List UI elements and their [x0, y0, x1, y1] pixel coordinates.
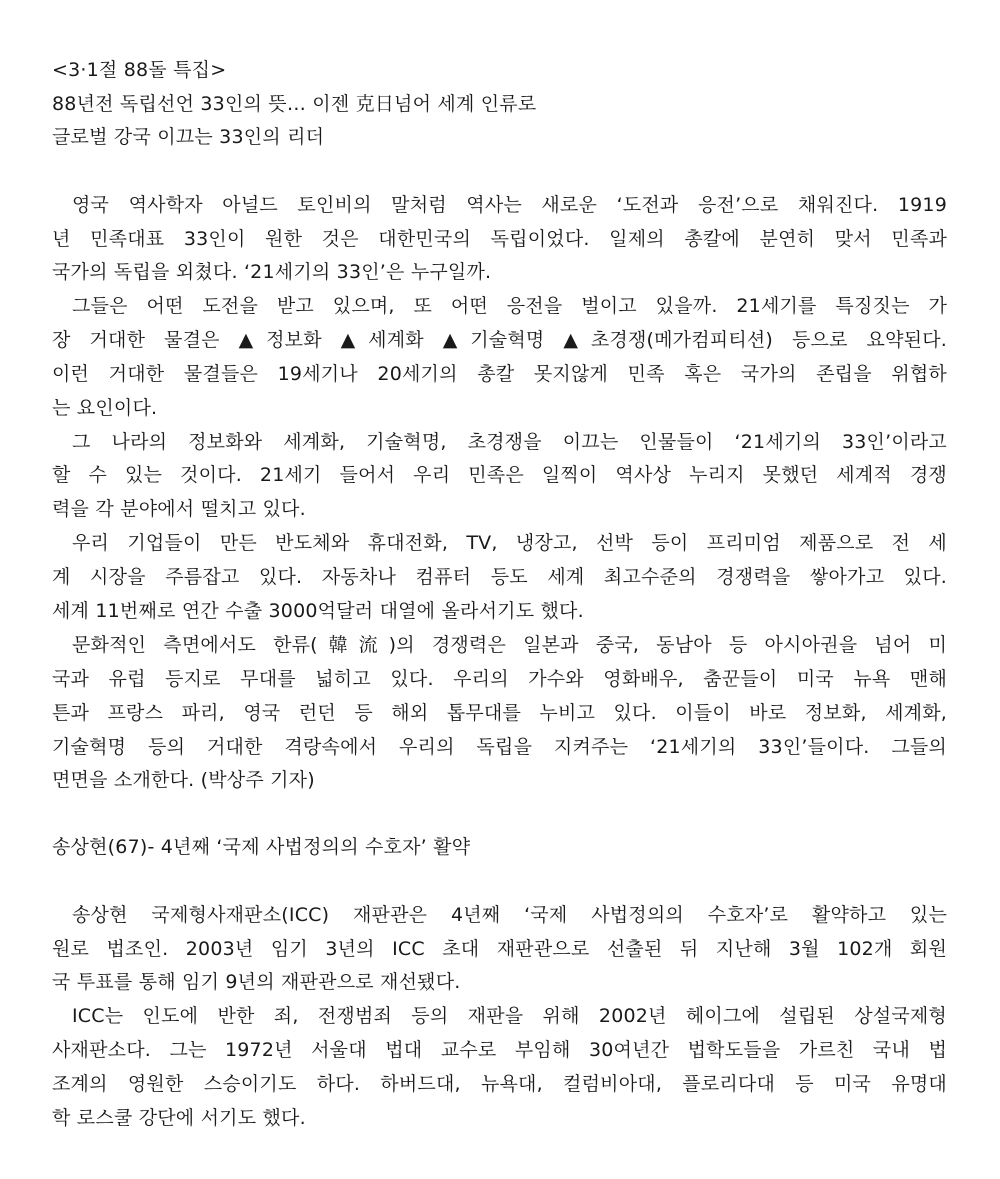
body-line: 장 거대한 물결은 ▲정보화 ▲세계화 ▲기술혁명 ▲초경쟁(메가컴피티션) 등으로 요약된다.: [52, 329, 947, 351]
body-line: 조계의 영원한 스승이기도 하다. 하버드대, 뉴욕대, 컬럼비아대, 플로리다대 등 미국 유명대: [52, 1073, 947, 1095]
body-line: 국 투표를 통해 임기 9년의 재판관으로 재선됐다.: [52, 971, 461, 993]
body-line: 세계 11번째로 연간 수출 3000억달러 대열에 올라서기도 했다.: [52, 600, 584, 622]
body-line: 우리 기업들이 만든 반도체와 휴대전화, TV, 냉장고, 선박 등이 프리미엄 제품으로 전 세: [72, 532, 947, 554]
body-line: 할 수 있는 것이다. 21세기 들어서 우리 민족은 일찍이 역사상 누리지 못했던 세계적 경쟁: [52, 464, 947, 486]
body-line: 기술혁명 등의 거대한 격랑속에서 우리의 독립을 지켜주는 ‘21세기의 33인’들이다. 그들의: [52, 736, 947, 758]
body-line: 년 민족대표 33인이 원한 것은 대한민국의 독립이었다. 일제의 총칼에 분연히 맞서 민족과: [52, 228, 947, 250]
body-line: 계 시장을 주름잡고 있다. 자동차나 컴퓨터 등도 세계 최고수준의 경쟁력을 쌓아가고 있다.: [52, 566, 947, 588]
body-line: 력을 각 분야에서 떨치고 있다.: [52, 498, 306, 520]
article-headline: 88년전 독립선언 33인의 뜻… 이젠 克日넘어 세계 인류로: [52, 93, 537, 115]
body-line: 면면을 소개한다. (박상주 기자): [52, 769, 315, 791]
body-line: 국과 유럽 등지로 무대를 넓히고 있다. 우리의 가수와 영화배우, 춤꾼들이 미국 뉴욕 맨해: [52, 668, 947, 690]
body-line: 학 로스쿨 강단에 서기도 했다.: [52, 1107, 306, 1129]
article-subheadline: 글로벌 강국 이끄는 33인의 리더: [52, 126, 325, 148]
body-line: 이런 거대한 물결들은 19세기나 20세기의 총칼 못지않게 민족 혹은 국가의 존립을 위협하: [52, 363, 947, 385]
body-line: 사재판소다. 그는 1972년 서울대 법대 교수로 부임해 30여년간 법학도들을 가르친 국내 법: [52, 1039, 947, 1061]
body-line: 문화적인 측면에서도 한류(韓流)의 경쟁력은 일본과 중국, 동남아 등 아시아권을 넘어 미: [72, 634, 947, 656]
body-line: 는 요인이다.: [52, 397, 158, 419]
body-line: 송상현 국제형사재판소(ICC) 재판관은 4년째 ‘국제 사법정의의 수호자’로 활약하고 있는: [72, 904, 947, 926]
body-line: 국가의 독립을 외쳤다. ‘21세기의 33인’은 누구일까.: [52, 261, 492, 283]
body-line: ICC는 인도에 반한 죄, 전쟁범죄 등의 재판을 위해 2002년 헤이그에 설립된 상설국제형: [72, 1005, 947, 1027]
body-line: 그 나라의 정보화와 세계화, 기술혁명, 초경쟁을 이끄는 인물들이 ‘21세기의 33인’이라고: [72, 431, 947, 453]
article-kicker: <3·1절 88돌 특집>: [52, 59, 227, 81]
section-title: 송상현(67)- 4년째 ‘국제 사법정의의 수호자’ 활약: [52, 836, 471, 858]
body-line: 원로 법조인. 2003년 임기 3년의 ICC 초대 재판관으로 선출된 뒤 지난해 3월 102개 회원: [52, 938, 947, 960]
body-line: 튼과 프랑스 파리, 영국 런던 등 해외 톱무대를 누비고 있다. 이들이 바로 정보화, 세계화,: [52, 702, 947, 724]
body-line: 그들은 어떤 도전을 받고 있으며, 또 어떤 응전을 벌이고 있을까. 21세기를 특징짓는 가: [72, 295, 947, 317]
body-line: 영국 역사학자 아널드 토인비의 말처럼 역사는 새로운 ‘도전과 응전’으로 채워진다. 1919: [72, 194, 947, 216]
